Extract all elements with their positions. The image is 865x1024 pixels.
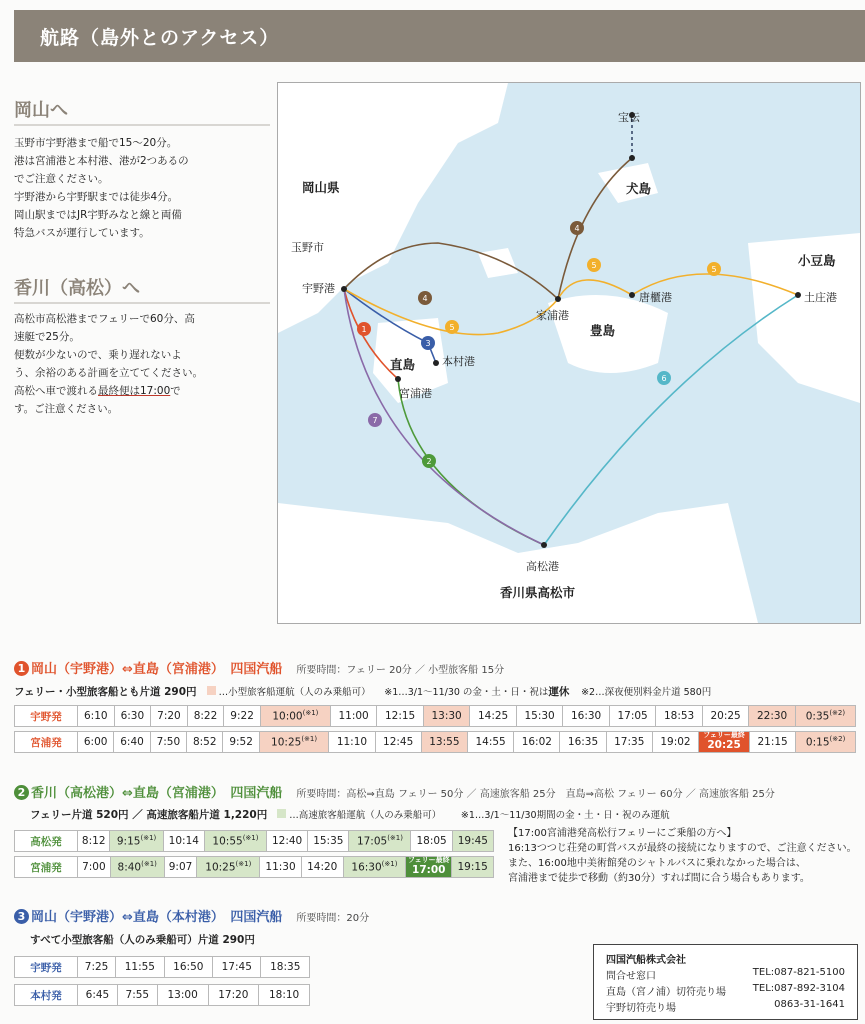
takamatsu-ferry-note — [508, 826, 857, 886]
route-badge-2-label: 2 — [426, 457, 432, 466]
label-kagawa-takamatsu: 香川県高松市 — [500, 585, 576, 600]
label-teshima: 豊島 — [590, 323, 616, 338]
route-badge-5b-label: 5 — [591, 261, 597, 270]
label-karato: 唐櫃港 — [639, 291, 672, 304]
text-line: でご注意ください。 — [14, 173, 109, 185]
time-cell: 6:10 — [78, 706, 115, 727]
contact-tel: 0863-31-1641 — [774, 999, 845, 1010]
route2-title: 香川（高松港）⇔直島（宮浦港） 四国汽船 — [31, 786, 283, 801]
row-label: 高松発 — [15, 831, 78, 852]
route3-fare: すべて小型旅客船（人のみ乗船可）片道 290円 — [30, 934, 255, 946]
time-value: 20:25 — [707, 739, 741, 751]
small-island — [478, 248, 518, 278]
time-cell-small-ship: 22:30 — [749, 706, 796, 727]
label-inujima: 犬島 — [626, 181, 652, 196]
time-cell: 6:45 — [78, 985, 118, 1006]
time-cell: 14:25 — [470, 706, 517, 727]
time-cell: 7:50 — [150, 732, 186, 753]
time-cell: 18:35 — [261, 957, 310, 978]
port-karato — [629, 292, 635, 298]
route2-note1: ※1…3/1～11/30期間の金・土・日・祝のみ運航 — [460, 810, 670, 821]
route-badge-1-label: 1 — [361, 325, 367, 334]
row-label: 本村発 — [15, 985, 78, 1006]
footnote-mark: (※1) — [301, 735, 318, 744]
note-line: 16:13つつじ荘発の町営バスが最終の接続になりますので、ご注意ください。 — [508, 843, 857, 854]
last-ferry-cell — [699, 732, 750, 753]
route1-timetable-return — [14, 731, 856, 753]
last-ferry-cell — [406, 857, 452, 878]
label-uno: 宇野港 — [302, 282, 335, 295]
company-info-box — [593, 944, 858, 1020]
port-uno — [341, 286, 347, 292]
time-value: 10:55 — [212, 835, 243, 848]
time-value: 10:25 — [271, 736, 302, 749]
text-line: 岡山駅まではJR宇野みなと線と両備 — [14, 209, 182, 221]
okayama-heading: 岡山へ — [14, 100, 68, 121]
note-line: また、16:00地中美術館発のシャトルバスに乗れなかった場合は、 — [508, 858, 806, 869]
time-cell-fast-ship — [204, 831, 266, 852]
port-takamatsu — [541, 542, 547, 548]
time-cell: 18:05 — [411, 831, 452, 852]
time-cell-small-ship — [796, 732, 856, 753]
time-cell: 16:02 — [514, 732, 560, 753]
table-row — [15, 957, 310, 978]
last-ferry-time: 最終便は17:00 — [98, 385, 171, 397]
time-cell: 9:52 — [223, 732, 259, 753]
row-label: 宮浦発 — [15, 732, 78, 753]
time-cell: 9:22 — [224, 706, 261, 727]
contact-label: 直島（宮ノ浦）切符売り場 — [606, 987, 726, 998]
table-row — [15, 985, 310, 1006]
route3-duration: 所要時間：20分 — [296, 913, 370, 924]
label-shodoshima: 小豆島 — [798, 253, 836, 268]
route2-heading — [14, 782, 775, 801]
route3-number: 3 — [14, 909, 29, 924]
company-name: 四国汽船株式会社 — [606, 955, 686, 966]
time-cell: 16:50 — [164, 957, 212, 978]
route-badge-5c-label: 5 — [711, 265, 717, 274]
footnote-mark: (※1) — [140, 834, 157, 843]
text-line: 宇野港から宇野駅までは徒歩4分。 — [14, 191, 179, 203]
time-cell-fast-ship — [110, 831, 163, 852]
time-cell: 8:22 — [187, 706, 224, 727]
time-cell: 13:00 — [157, 985, 208, 1006]
time-value: 10:00 — [272, 710, 303, 723]
label-honmura: 本村港 — [442, 355, 475, 368]
time-cell-small-ship — [260, 706, 330, 727]
time-cell: 17:05 — [609, 706, 656, 727]
legend-swatch — [207, 686, 216, 695]
time-value: 9:15 — [116, 835, 141, 848]
time-cell: 6:30 — [114, 706, 151, 727]
route2-timetable-return — [14, 856, 494, 878]
route1-legend: …小型旅客船運航（人のみ乗船可） — [218, 687, 371, 698]
time-cell: 20:25 — [702, 706, 749, 727]
text-line: 港は宮浦港と本村港、港が2つあるの — [14, 155, 189, 167]
text-line: う、余裕のある計画を立ててください。 — [14, 367, 203, 379]
footnote-mark: (※1) — [242, 834, 259, 843]
route-badge-3-label: 3 — [425, 339, 431, 348]
note-title: 【17:00宮浦港発高松行フェリーにご乗船の方へ】 — [508, 828, 737, 839]
route1-title: 岡山（宇野港）⇔直島（宮浦港） 四国汽船 — [31, 662, 283, 677]
time-cell: 17:35 — [606, 732, 652, 753]
time-cell-fast-ship — [343, 857, 406, 878]
time-cell: 11:30 — [260, 857, 302, 878]
time-cell: 11:10 — [329, 732, 375, 753]
table-row — [15, 831, 494, 852]
port-tonosho — [795, 292, 801, 298]
time-cell-fast-ship — [110, 857, 164, 878]
label-okayama-ken: 岡山県 — [302, 180, 340, 195]
time-cell: 6:40 — [114, 732, 150, 753]
text-line: 玉野市宇野港まで船で15～20分。 — [14, 137, 178, 149]
time-cell: 14:55 — [468, 732, 514, 753]
time-cell: 8:12 — [78, 831, 110, 852]
time-cell: 12:40 — [266, 831, 307, 852]
time-value: 0:15 — [805, 736, 830, 749]
label-naoshima: 直島 — [390, 357, 416, 372]
time-cell: 12:45 — [375, 732, 421, 753]
text-line: 便数が少ないので、乗り遅れないよ — [14, 349, 182, 361]
label-tamano: 玉野市 — [291, 241, 324, 254]
route3-heading — [14, 906, 369, 925]
time-cell-fast-ship — [197, 857, 260, 878]
last-ferry-tag: フェリー最終 — [703, 731, 745, 739]
time-cell-fast-ship: 19:45 — [452, 831, 493, 852]
route-map — [277, 82, 861, 624]
time-cell-small-ship — [259, 732, 329, 753]
table-row — [15, 706, 856, 727]
time-cell: 6:00 — [78, 732, 114, 753]
route-badge-7-label: 7 — [372, 416, 378, 425]
time-cell: 7:55 — [117, 985, 157, 1006]
time-cell-fast-ship — [349, 831, 411, 852]
route2-number: 2 — [14, 785, 29, 800]
route2-fare-line — [30, 807, 670, 822]
time-cell: 18:10 — [259, 985, 310, 1006]
map-graphic — [278, 83, 860, 623]
time-cell: 7:25 — [78, 957, 116, 978]
contact-tel: TEL:087-821-5100 — [752, 967, 845, 978]
contact-label: 宇野切符売り場 — [606, 1003, 676, 1014]
time-cell: 10:14 — [163, 831, 204, 852]
text-line: 高松市高松港までフェリーで60分、高 — [14, 313, 195, 325]
text-segment: で — [170, 385, 181, 397]
time-value: 10:25 — [205, 861, 236, 874]
kagawa-heading: 香川（高松）へ — [14, 278, 140, 299]
route1-note2: ※2…深夜便別料金片道 580円 — [581, 687, 712, 698]
route-badge-6-label: 6 — [661, 374, 667, 383]
footnote-mark: (※2) — [829, 709, 846, 718]
last-ferry-tag: フェリー最終 — [407, 856, 450, 864]
note-line: 宮浦港まで徒歩で移動（約30分）すれば間に合う場合もあります。 — [508, 873, 810, 884]
time-cell: 12:15 — [377, 706, 424, 727]
text-line: 特急バスが運行しています。 — [14, 227, 150, 239]
time-cell: 14:20 — [301, 857, 343, 878]
footnote-mark: (※1) — [387, 834, 403, 843]
footnote-mark: (※1) — [235, 860, 252, 869]
footnote-mark: (※1) — [302, 709, 319, 718]
route1-number: 1 — [14, 661, 29, 676]
time-value: 17:00 — [412, 864, 446, 876]
route3-timetable — [14, 956, 310, 978]
port-honmura — [433, 360, 439, 366]
contact-tel: TEL:087-892-3104 — [752, 983, 845, 994]
route1-fare: フェリー・小型旅客船とも片道 290円 — [14, 686, 197, 698]
table-row — [15, 732, 856, 753]
time-cell: 11:55 — [116, 957, 164, 978]
label-ieura: 家浦港 — [536, 309, 569, 322]
time-value: 8:40 — [117, 861, 142, 874]
route2-timetable — [14, 830, 494, 852]
time-cell: 7:20 — [151, 706, 188, 727]
time-cell: 17:45 — [213, 957, 261, 978]
route1-note1-bold: 運休 — [548, 686, 570, 698]
route2-legend: …高速旅客船運航（人のみ乗船可） — [289, 810, 442, 821]
route-badge-4b-label: 4 — [574, 224, 580, 233]
label-miyanoura: 宮浦港 — [399, 387, 432, 400]
label-takamatsu-port: 高松港 — [526, 560, 559, 573]
contact-label: 問合せ窓口 — [606, 971, 656, 982]
time-cell-fast-ship: 19:15 — [452, 857, 494, 878]
route1-note1: ※1…3/1～11/30 の金・土・日・祝は — [384, 687, 549, 698]
time-cell: 16:35 — [560, 732, 606, 753]
route2-fare: フェリー片道 520円 ／ 高速旅客船片道 1,220円 — [30, 809, 268, 821]
row-label: 宇野発 — [15, 706, 78, 727]
port-inujima — [629, 155, 635, 161]
time-cell-small-ship — [795, 706, 855, 727]
route1-timetable — [14, 705, 856, 727]
time-cell-small-ship: 13:55 — [421, 732, 467, 753]
route-badge-5a-label: 5 — [449, 323, 455, 332]
time-cell: 18:53 — [656, 706, 703, 727]
time-cell: 15:30 — [516, 706, 563, 727]
route3-title: 岡山（宇野港）⇔直島（本村港） 四国汽船 — [31, 910, 283, 925]
time-cell: 21:15 — [750, 732, 796, 753]
kagawa-land — [278, 503, 758, 623]
divider — [14, 124, 270, 126]
divider — [14, 302, 270, 304]
time-cell: 15:35 — [308, 831, 349, 852]
section-header — [14, 10, 865, 62]
route1-heading — [14, 658, 504, 677]
label-tonosho: 土庄港 — [804, 291, 837, 304]
footnote-mark: (※2) — [829, 735, 846, 744]
footnote-mark: (※1) — [141, 860, 157, 869]
time-value: 17:05 — [356, 835, 388, 848]
table-row — [15, 857, 494, 878]
time-cell: 9:07 — [164, 857, 197, 878]
time-value: 0:35 — [805, 710, 830, 723]
okayama-text — [14, 134, 189, 242]
text-line: 速艇で25分。 — [14, 331, 80, 343]
text-segment: 高松へ車で渡れる — [14, 385, 98, 397]
row-label: 宮浦発 — [15, 857, 78, 878]
legend-swatch — [277, 809, 286, 818]
time-cell: 19:02 — [652, 732, 698, 753]
route2-duration: 所要時間：高松⇒直島 フェリー 50分 ／ 高速旅客船 25分 直島⇒高松 フェリー 60分 ／ 高速旅客船 25分 — [296, 789, 775, 800]
section-title: 航路（島外とのアクセス） — [40, 27, 280, 49]
time-cell: 7:00 — [78, 857, 111, 878]
row-label: 宇野発 — [15, 957, 78, 978]
footnote-mark: (※1) — [381, 860, 398, 869]
text-line: す。ご注意ください。 — [14, 403, 119, 415]
time-cell: 8:52 — [187, 732, 223, 753]
port-ieura — [555, 296, 561, 302]
label-hoden: 宝伝 — [618, 111, 640, 124]
route1-fare-line — [14, 684, 711, 699]
route-badge-4a-label: 4 — [422, 294, 428, 303]
text-line — [14, 382, 203, 400]
port-miyanoura — [395, 376, 401, 382]
time-cell: 16:30 — [563, 706, 610, 727]
route3-timetable-return — [14, 984, 310, 1006]
time-cell: 17:20 — [208, 985, 259, 1006]
time-value: 16:30 — [351, 861, 382, 874]
time-cell: 11:00 — [330, 706, 377, 727]
kagawa-text — [14, 310, 203, 418]
time-cell-small-ship: 13:30 — [423, 706, 470, 727]
route1-duration: 所要時間：フェリー 20分 ／ 小型旅客船 15分 — [296, 665, 505, 676]
